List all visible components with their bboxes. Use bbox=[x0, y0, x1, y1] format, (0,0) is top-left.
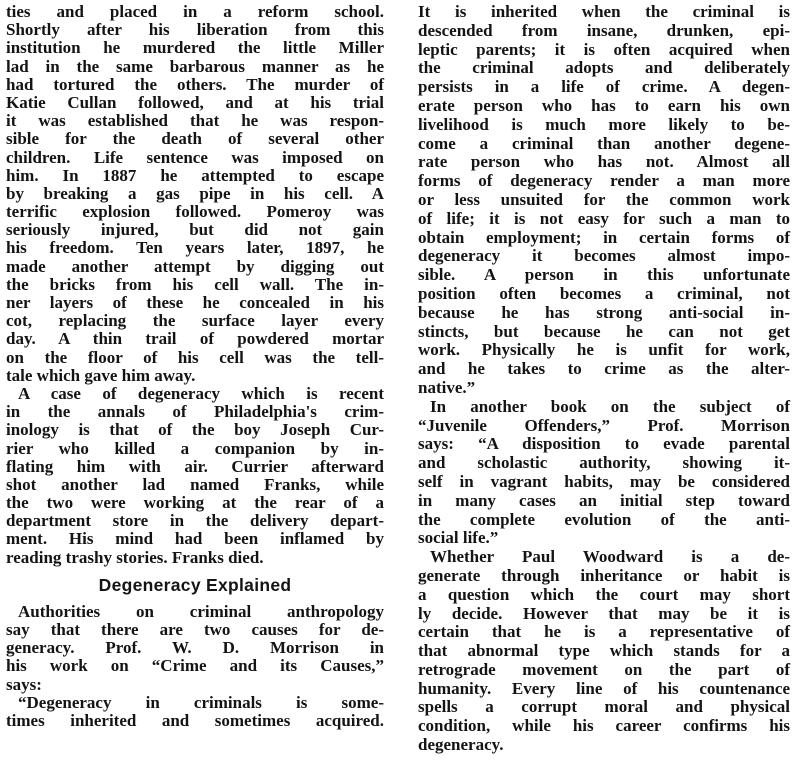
paragraph bbox=[418, 3, 790, 398]
text-line: ner layers of these he concealed in his bbox=[6, 293, 384, 312]
text-line: in the annals of Philadelphia's crim- bbox=[6, 402, 384, 422]
text-line: lad in the same barbarous manner as he bbox=[6, 56, 384, 76]
text-line: Shortly after his liberation from this bbox=[6, 20, 384, 40]
text-line: the criminal adopts and deliberately bbox=[418, 58, 790, 78]
text-line: had tortured the others. The murder of bbox=[6, 74, 384, 94]
text-line: institution he murdered the little Miller bbox=[6, 38, 384, 58]
text-line: his freedom. Ten years later, 1897, he bbox=[6, 238, 384, 258]
text-line: stincts, but because he can not get bbox=[418, 321, 790, 341]
text-line: made another attempt by digging out bbox=[6, 256, 384, 276]
text-line: inology is that of the boy Joseph Cur- bbox=[6, 420, 384, 440]
paragraph bbox=[6, 603, 384, 694]
text-line: position often becomes a criminal, not bbox=[418, 283, 790, 303]
article-column-right bbox=[418, 3, 790, 755]
text-line: says: “A disposition to evade parental bbox=[418, 434, 790, 454]
text-line: forms of degeneracy render a man more bbox=[418, 171, 790, 191]
text-line: It is inherited when the criminal is bbox=[418, 2, 790, 21]
text-line: says: bbox=[6, 674, 42, 694]
text-line: “Juvenile Offenders,” Prof. Morrison bbox=[418, 415, 790, 435]
text-line: certain that he is a representative of bbox=[418, 622, 790, 642]
text-line: ties and placed in a reform school. bbox=[6, 2, 384, 21]
text-line: shot another lad named Franks, while bbox=[6, 474, 384, 494]
text-line: leptic parents; it is often acquired when bbox=[418, 39, 790, 59]
text-line: times inherited and sometimes acquired. bbox=[6, 710, 384, 730]
article-column-left bbox=[6, 3, 384, 730]
text-line: a question which the court may short bbox=[418, 584, 790, 604]
text-line: by breaking a gas pipe in his cell. A bbox=[6, 183, 384, 203]
text-line: that abnormal type which stands for a bbox=[418, 641, 790, 661]
text-line: descended from insane, drunken, epi- bbox=[418, 20, 790, 40]
text-line: Whether Paul Woodward is a de- bbox=[430, 547, 790, 567]
text-line: his work on “Crime and its Causes,” bbox=[6, 656, 384, 676]
text-line: tale which gave him away. bbox=[6, 365, 196, 385]
text-line: reading trashy stories. Franks died. bbox=[6, 547, 264, 567]
text-line: erate person who has to earn his own bbox=[418, 95, 790, 115]
text-line: rate person who has not. Almost all bbox=[418, 152, 790, 172]
text-line: condition, while his career confirms his bbox=[418, 716, 790, 736]
text-line: ment. His mind had been inflamed by bbox=[6, 529, 384, 549]
text-line: seriously injured, but did not gain bbox=[6, 220, 384, 240]
text-line: or less unsuited for the common work bbox=[418, 189, 790, 209]
text-line: humanity. Every line of his countenance bbox=[418, 678, 790, 698]
text-line: social life.” bbox=[418, 528, 499, 548]
text-line: Katie Cullan followed, and at his trial bbox=[6, 92, 384, 112]
text-line: generate through inheritance or habit is bbox=[418, 565, 790, 585]
text-line: sible. A person in this unfortunate bbox=[418, 265, 790, 285]
text-line: degeneracy. bbox=[418, 735, 504, 755]
section-heading: Degeneracy Explained bbox=[98, 574, 292, 595]
text-line: terrific explosion followed. Pomeroy was bbox=[6, 202, 384, 222]
text-line: him. In 1887 he attempted to escape bbox=[6, 165, 384, 185]
paragraph bbox=[6, 385, 384, 567]
text-line: ly decide. However that may be it is bbox=[418, 603, 790, 623]
text-line: on the floor of his cell was the tell- bbox=[6, 347, 384, 367]
text-line: come a criminal than another degene- bbox=[418, 133, 790, 153]
text-line: degeneracy it becomes almost impo- bbox=[418, 246, 790, 266]
text-line: sible for the death of several other bbox=[6, 129, 384, 149]
text-line: the bricks from his cell wall. The in- bbox=[6, 274, 384, 294]
text-line: Authorities on criminal anthropology bbox=[18, 601, 384, 621]
text-line: children. Life sentence was imposed on bbox=[6, 147, 384, 167]
text-line: in many cases an initial step toward bbox=[418, 490, 790, 510]
text-line: the complete evolution of the anti- bbox=[418, 509, 790, 529]
text-line: obtain employment; in certain forms of bbox=[418, 227, 790, 247]
text-line: cot, replacing the surface layer every bbox=[6, 311, 384, 331]
text-line: native.” bbox=[418, 377, 476, 397]
text-line: rier who killed a companion by in- bbox=[6, 438, 384, 458]
text-line: generacy. Prof. W. D. Morrison in bbox=[6, 638, 384, 658]
paragraph bbox=[6, 694, 384, 730]
text-line: self in vagrant habits, may be considered bbox=[418, 471, 790, 491]
text-line: spells a corrupt moral and physical bbox=[418, 697, 790, 717]
text-line: retrograde movement on the part of bbox=[418, 659, 790, 679]
text-line: “Degeneracy in criminals is some- bbox=[18, 692, 384, 712]
paragraph bbox=[418, 548, 790, 755]
text-line: and he takes to crime as the alter- bbox=[418, 359, 790, 379]
text-line: because he has strong anti-social in- bbox=[418, 302, 790, 322]
text-line: day. A thin trail of powdered mortar bbox=[6, 329, 384, 349]
paragraph bbox=[6, 3, 384, 385]
text-line: A case of degeneracy which is recent bbox=[18, 383, 384, 403]
text-line: it was established that he was respon- bbox=[6, 111, 384, 131]
text-line: of life; it is not easy for such a man to bbox=[418, 208, 790, 228]
text-line: persists in a life of crime. A degen- bbox=[418, 77, 790, 97]
text-line: the two were working at the rear of a bbox=[6, 493, 384, 513]
text-line: and scholastic authority, showing it- bbox=[418, 453, 790, 473]
text-line: say that there are two causes for de- bbox=[6, 620, 384, 639]
paragraph bbox=[418, 398, 790, 548]
text-line: flating him with air. Currier afterward bbox=[6, 456, 384, 476]
text-line: livelihood is much more likely to be- bbox=[418, 114, 790, 134]
text-line: In another book on the subject of bbox=[430, 396, 790, 416]
text-line: work. Physically he is unfit for work, bbox=[418, 340, 790, 360]
text-line: department store in the delivery depart- bbox=[6, 511, 384, 531]
